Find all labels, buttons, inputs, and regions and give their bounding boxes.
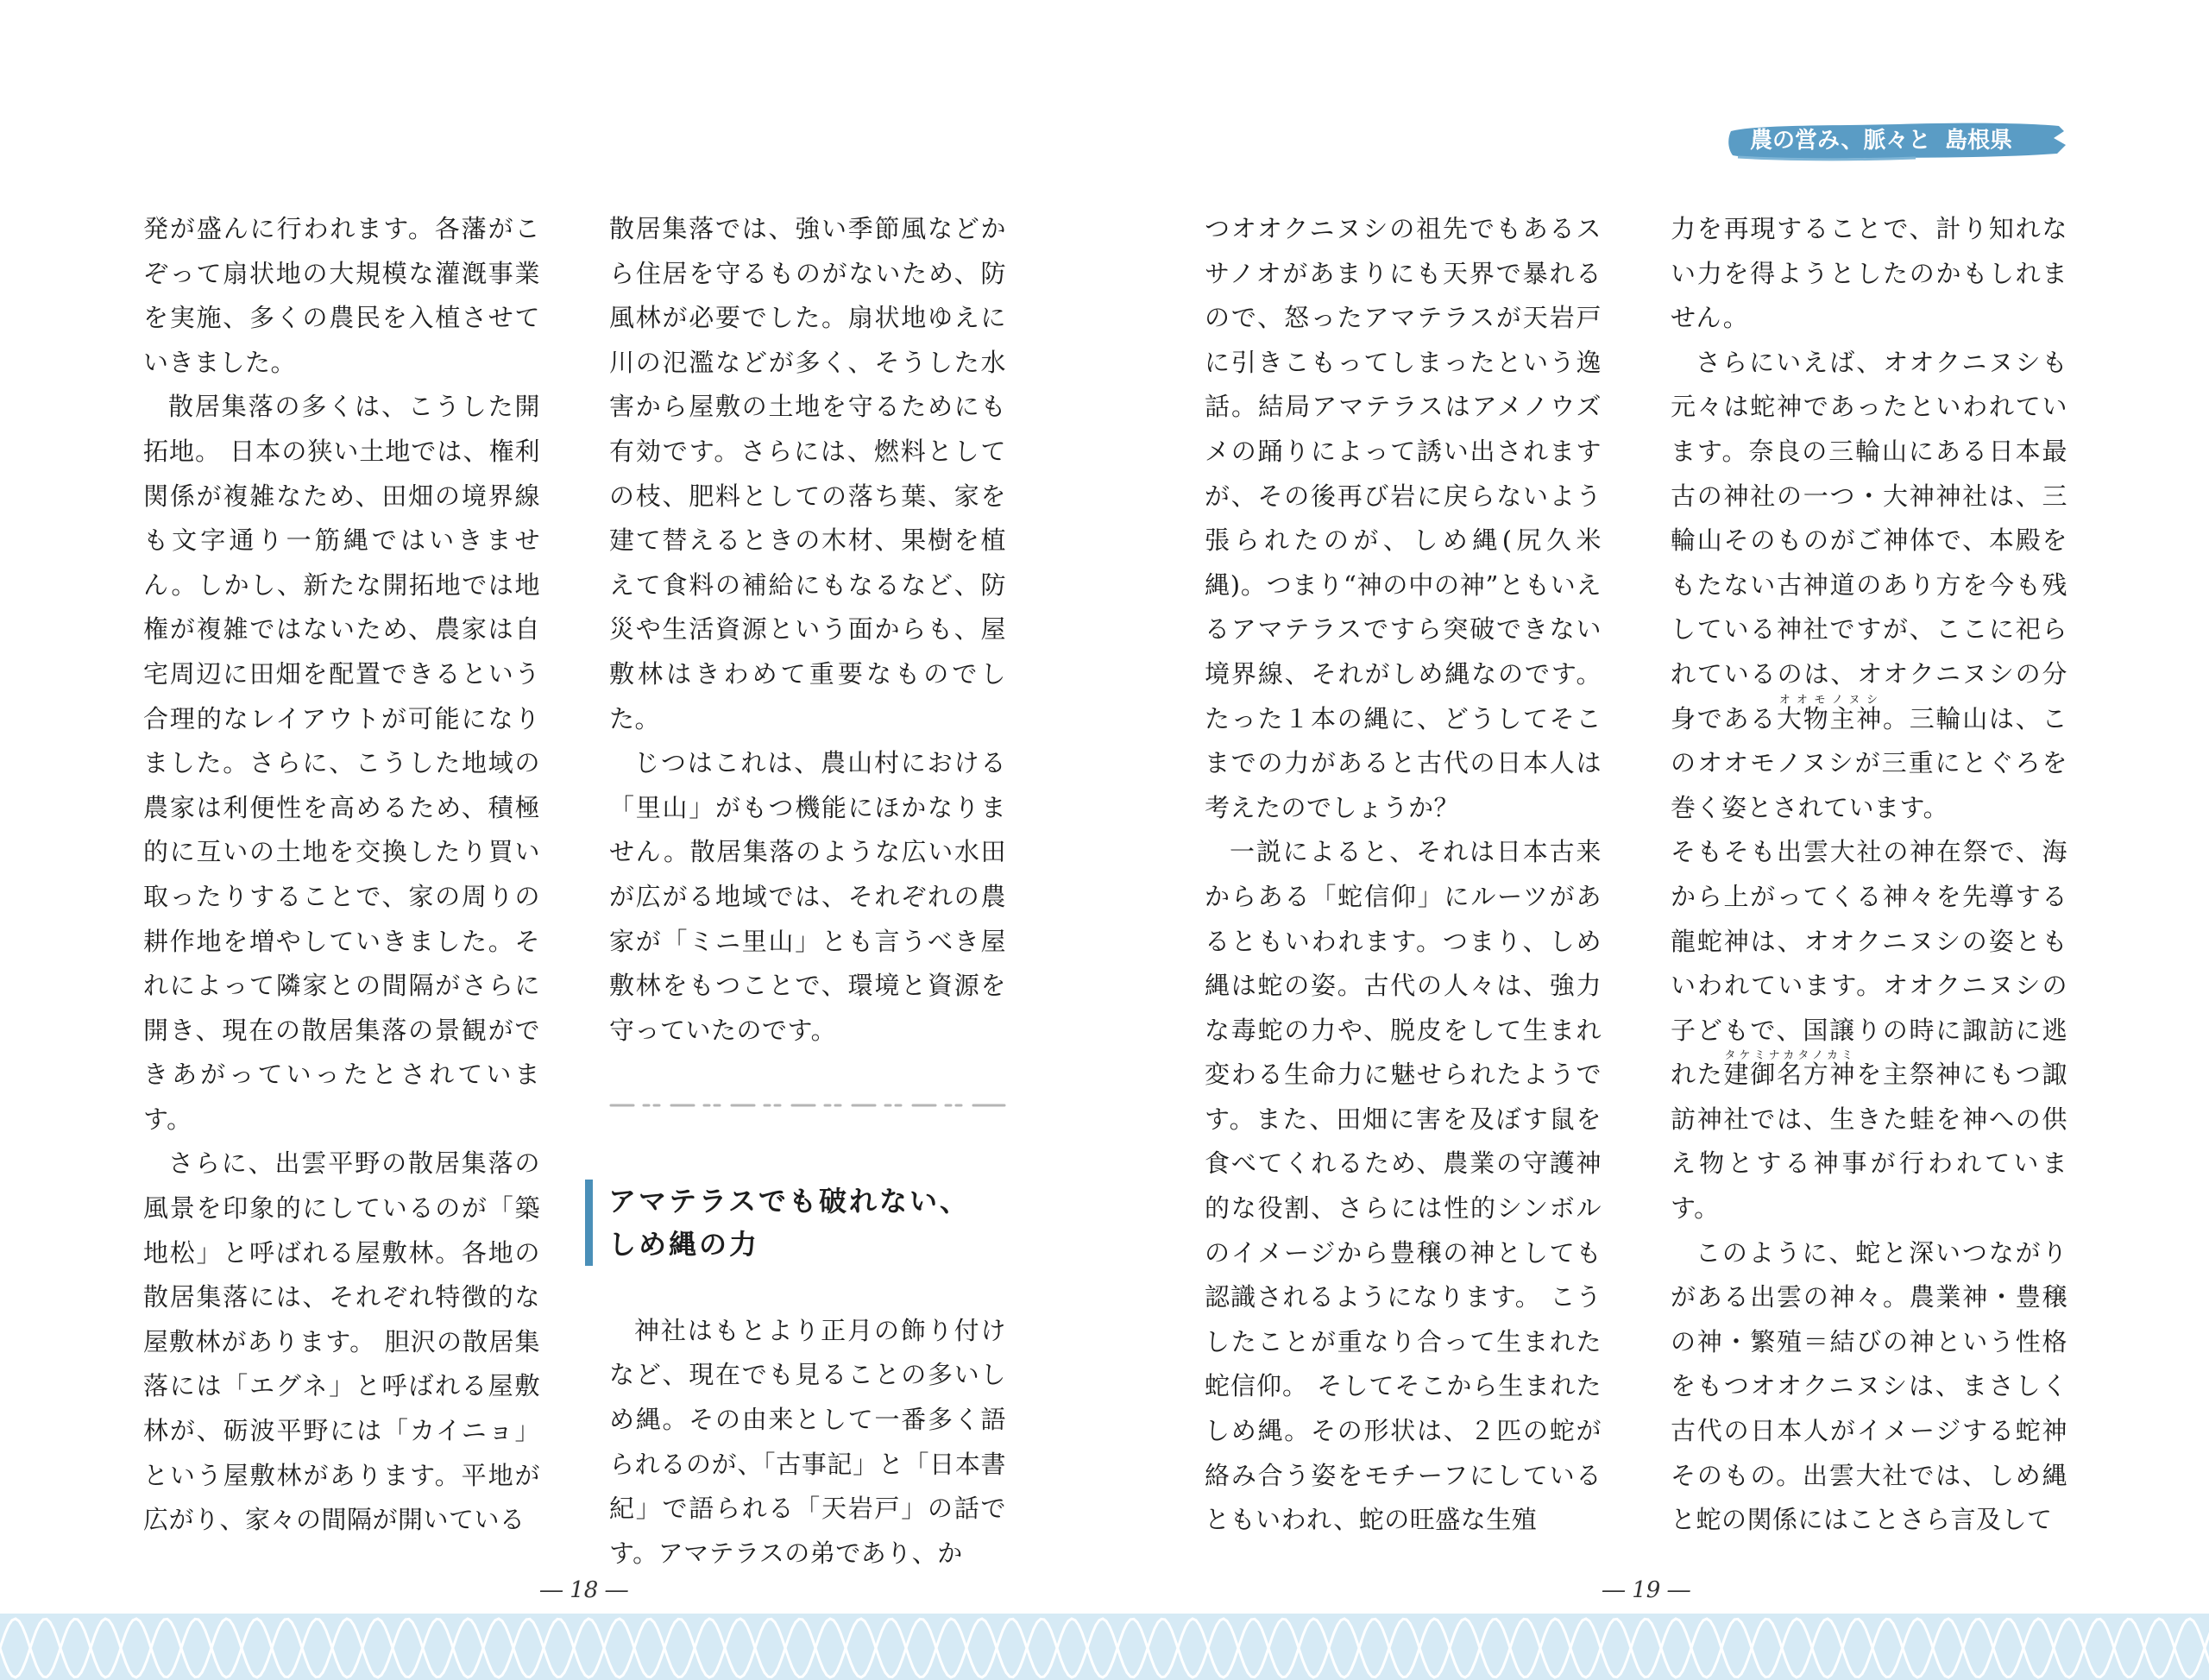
- ruby-term: [1777, 693, 1883, 733]
- ruby-term: [1723, 1049, 1857, 1090]
- section-heading: [585, 1180, 1006, 1266]
- paragraph: 発が盛んに行われます。各藩がこぞって扇状地の大規模な灌漑事業を実施、多くの農民を入植させていきました。: [143, 214, 540, 377]
- page-number-left: ― 18 ―: [540, 1577, 628, 1603]
- paragraph: さらに、出雲平野の散居集落の風景を印象的にしているのが「築地松」と呼ばれる屋敷林。各地の散居集落には、それぞれ特徴的な屋敷林があります。 胆沢の散居集落には「エグネ」と呼ばれる屋敷林が、砺波平野には「カイニョ」という屋敷林があります。平地が広がり、家々の間隔が開いている: [143, 1148, 540, 1535]
- paragraph: 散居集落の多くは、こうした開拓地。 日本の狭い土地では、権利関係が複雑なため、田畑の境界線も文字通り一筋縄ではいきません。しかし、新たな開拓地では地権が複雑ではないため、農家は自宅周辺に田畑を配置できるという合理的なレイアウトが可能になりました。さらに、こうした地域の農家は利便性を高めるため、積極的に互いの土地を交換したり買い取ったりすることで、家の周りの耕作地を増やしていきました。それによって隣家との間隔がさらに開き、現在の散居集落の景観ができあがっていったとされています。: [143, 392, 540, 1134]
- text-run: そもそも出雲大社の神在祭で、海から上がってくる神々を先導する龍蛇神は、オオクニヌシの姿ともいわれています。オオクニヌシの子どもで、国譲りの時に諏訪に逃れた: [1671, 837, 2067, 1090]
- paragraph: 散居集落では、強い季節風などから住居を守るものがないため、防風林が必要でした。扇状地ゆえに川の氾濫などが多く、そうした水害から屋敷の土地を守るためにも有効です。さらには、燃料としての枝、肥料としての落ち葉、家を建て替えるときの木材、果樹を植えて食料の補給にもなるなど、防災や生活資源という面からも、屋敷林はきわめて重要なものでした。: [609, 214, 1006, 733]
- text-run: 。三輪山は、このオオモノヌシが三重にとぐろを巻く姿とされています。: [1671, 703, 2067, 822]
- ruby-base: 大物主神: [1777, 703, 1883, 733]
- left-page-column-2: [609, 207, 1006, 1576]
- text-run: を主祭神にもつ諏訪神社では、生きた蛙を神への供え物とする神事が行われています。: [1671, 1060, 2067, 1224]
- text-run: さらにいえば、オオクニヌシも元々は蛇神であったといわれています。奈良の三輪山にある日本最古の神社の一つ・大神神社は、三輪山そのものがご神体で、本殿をもたない古神道のあり方を今も残している神社ですが、ここに祀られているのは、オオクニヌシの分身である: [1671, 347, 2067, 733]
- wave-footer-band: [0, 1614, 2209, 1680]
- paragraph: [1671, 341, 2067, 831]
- paragraph: このように、蛇と深いつながりがある出雲の神々。農業神・豊穣の神・繁殖＝結びの神という性格をもつオオクニヌシは、まさしく古代の日本人がイメージする蛇神そのもの。出雲大社では、しめ縄と蛇の関係にはことさら言及して: [1671, 1237, 2067, 1535]
- paragraph: じつはこれは、農山村における「里山」がもつ機能にほかなりません。散居集落のような広い水田が広がる地域では、それぞれの農家が「ミニ里山」とも言うべき屋敷林をもつことで、環境と資源を守っていたのです。: [609, 748, 1006, 1045]
- right-page-column-1: [1205, 207, 1602, 1543]
- ruby-reading: オオモノヌシ: [1777, 693, 1882, 707]
- ruby-base: 建御名方神: [1723, 1060, 1857, 1090]
- paragraph: [1671, 830, 2067, 1230]
- paragraph: つオオクニヌシの祖先でもあるスサノオがあまりにも天界で暴れるので、怒ったアマテラスが天岩戸に引きこもってしまったという逸話。結局アマテラスはアメノウズメの踊りによって誘い出されますが、その後再び岩に戻らないよう張られたのが、しめ縄(尻久米縄)。つまり“神の中の神”ともいえるアマテラスですら突破できない境界線、それがしめ縄なのです。たった１本の縄に、どうしてそこまでの力があると古代の日本人は考えたのでしょうか？: [1205, 214, 1602, 822]
- ruby-reading: タケミナカタノカミ: [1723, 1049, 1855, 1063]
- prefecture-name: 島根県: [1945, 128, 2013, 154]
- page-number-right: ― 19 ―: [1602, 1577, 1690, 1603]
- chapter-tag: [1726, 119, 2067, 162]
- right-page-column-2: [1671, 207, 2067, 1543]
- dash-divider: [609, 1101, 1006, 1110]
- paragraph: 力を再現することで、計り知れない力を得ようとしたのかもしれません。: [1671, 214, 2067, 333]
- paragraph: 一説によると、それは日本古来からある「蛇信仰」にルーツがあるともいわれます。つまり、しめ縄は蛇の姿。古代の人々は、強力な毒蛇の力や、脱皮をして生まれ変わる生命力に魅せられたようです。また、田畑に害を及ぼす鼠を食べてくれるため、農業の守護神的な役割、さらには性的シンボルのイメージから豊穣の神としても認識されるようになります。 こうしたことが重なり合って生まれた蛇信仰。 そしてそこから生まれたしめ縄。その形状は、２匹の蛇が絡み合う姿をモチーフにしているともいわれ、蛇の旺盛な生殖: [1205, 837, 1602, 1535]
- left-page-column-1: [143, 207, 540, 1543]
- paragraph: 神社はもとより正月の飾り付けなど、現在でも見ることの多いしめ縄。その由来として一番多く語られるのが、「古事記」と「日本書紀」で語られる「天岩戸」の話です。アマテラスの弟であり、か: [609, 1315, 1006, 1568]
- section-heading-line-1: アマテラスでも破れない、: [608, 1184, 971, 1218]
- chapter-title: 農の営み、脈々と: [1750, 128, 1931, 154]
- section-heading-line-2: しめ縄の力: [608, 1227, 760, 1261]
